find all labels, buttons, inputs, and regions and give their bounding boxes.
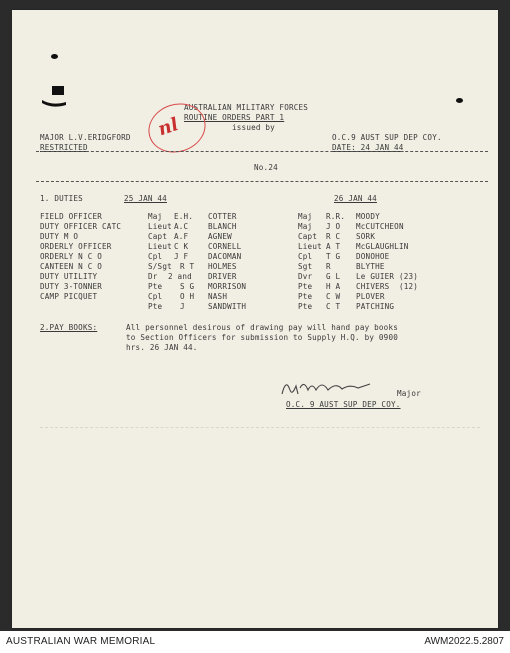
duty-name-2: PLOVER bbox=[356, 292, 385, 301]
duty-name-1: DACOMAN bbox=[208, 252, 242, 261]
duty-role: ORDERLY N C O bbox=[40, 252, 103, 261]
duty-role: CAMP PICQUET bbox=[40, 292, 98, 301]
duty-initials-2: C T bbox=[326, 302, 341, 311]
duty-role: DUTY OFFICER CATC bbox=[40, 222, 122, 231]
divider-line bbox=[36, 181, 488, 182]
duty-rank-2: Pte bbox=[298, 292, 313, 301]
footer-institution: AUSTRALIAN WAR MEMORIAL bbox=[6, 636, 156, 647]
duty-initials-1: R T bbox=[180, 262, 195, 271]
faint-fold-line bbox=[40, 427, 480, 428]
duty-initials-1: J bbox=[180, 302, 185, 311]
duty-initials-2: C W bbox=[326, 292, 341, 301]
handwritten-signature bbox=[278, 374, 374, 400]
duty-role: ORDERLY OFFICER bbox=[40, 242, 112, 251]
duty-name-1: HOLMES bbox=[208, 262, 237, 271]
duty-name-2: MOODY bbox=[356, 212, 380, 221]
duty-initials-1: 2 and bbox=[168, 272, 192, 281]
duty-rank-1: Cpl bbox=[148, 252, 163, 261]
duty-rank-2: Maj bbox=[298, 212, 313, 221]
duty-rank-1: Dr bbox=[148, 272, 158, 281]
signature-rank: Major bbox=[397, 389, 421, 398]
duty-initials-1: E.H. bbox=[174, 212, 194, 221]
duties-date-2: 26 JAN 44 bbox=[334, 194, 377, 203]
order-number: No.24 bbox=[254, 163, 278, 172]
duty-initials-2: R C bbox=[326, 232, 341, 241]
pay-books-heading: 2.PAY BOOKS: bbox=[40, 323, 98, 332]
duty-name-1: BLANCH bbox=[208, 222, 237, 231]
duty-initials-2: T G bbox=[326, 252, 341, 261]
duty-name-1: MORRISON bbox=[208, 282, 247, 291]
duty-name-2: McGLAUGHLIN bbox=[356, 242, 409, 251]
pay-books-line-3: hrs. 26 JAN 44. bbox=[126, 343, 198, 352]
duty-role: CANTEEN N C O bbox=[40, 262, 103, 271]
duty-name-2: SORK bbox=[356, 232, 376, 241]
duty-name-1: DRIVER bbox=[208, 272, 237, 281]
duty-rank-1: S/Sgt bbox=[148, 262, 172, 271]
duty-initials-1: O H bbox=[180, 292, 195, 301]
duty-name-1: NASH bbox=[208, 292, 228, 301]
duty-initials-1: C K bbox=[174, 242, 189, 251]
stamp-initials: nl bbox=[155, 114, 182, 141]
duty-name-2: McCUTCHEON bbox=[356, 222, 404, 231]
duty-initials-2: H A bbox=[326, 282, 341, 291]
duty-initials-1: A.F bbox=[174, 232, 189, 241]
duty-initials-2: A T bbox=[326, 242, 341, 251]
duty-name-1: COTTER bbox=[208, 212, 237, 221]
unit-name: O.C.9 AUST SUP DEP COY. bbox=[332, 133, 442, 142]
punch-hole-mark bbox=[456, 98, 463, 103]
duty-role: DUTY 3-TONNER bbox=[40, 282, 103, 291]
punch-hole-mark bbox=[51, 54, 58, 59]
duty-rank-1: Capt bbox=[148, 232, 168, 241]
duty-rank-1: Cpl bbox=[148, 292, 163, 301]
duty-rank-2: Pte bbox=[298, 302, 313, 311]
duty-role: DUTY UTILITY bbox=[40, 272, 98, 281]
duty-role: DUTY M O bbox=[40, 232, 79, 241]
major-name: MAJOR L.V.ERIDGFORD bbox=[40, 133, 131, 142]
archive-footer bbox=[0, 631, 510, 653]
footer-reference: AWM2022.5.2807 bbox=[424, 636, 504, 647]
org-heading: AUSTRALIAN MILITARY FORCES bbox=[184, 103, 309, 112]
duty-rank-2: Dvr bbox=[298, 272, 313, 281]
duty-name-1: CORNELL bbox=[208, 242, 242, 251]
duty-name-1: SANDWITH bbox=[208, 302, 247, 311]
duty-initials-2: G L bbox=[326, 272, 341, 281]
date-line: DATE: 24 JAN 44 bbox=[332, 143, 404, 152]
duty-rank-2: Pte bbox=[298, 282, 313, 291]
duty-rank-2: Capt bbox=[298, 232, 318, 241]
duty-rank-2: Cpl bbox=[298, 252, 313, 261]
paper-clip-mark bbox=[40, 84, 70, 108]
duty-rank-1: Maj bbox=[148, 212, 163, 221]
pay-books-line-2: to Section Officers for submission to Supply H.Q. by 0900 bbox=[126, 333, 398, 342]
issued-by: issued by bbox=[232, 123, 275, 132]
duty-rank-2: Sgt bbox=[298, 262, 313, 271]
orders-title: ROUTINE ORDERS PART 1 bbox=[184, 113, 285, 122]
duty-initials-2: R.R. bbox=[326, 212, 346, 221]
duties-heading: 1. DUTIES bbox=[40, 194, 83, 203]
duty-initials-1: S G bbox=[180, 282, 195, 291]
duty-rank-2: Lieut bbox=[298, 242, 322, 251]
duty-name-2: BLYTHE bbox=[356, 262, 385, 271]
duty-name-2: PATCHING bbox=[356, 302, 395, 311]
duty-role: FIELD OFFICER bbox=[40, 212, 103, 221]
duties-date-1: 25 JAN 44 bbox=[124, 194, 167, 203]
pay-books-line-1: All personnel desirous of drawing pay will hand pay books bbox=[126, 323, 398, 332]
duty-name-2: DONOHOE bbox=[356, 252, 390, 261]
duty-rank-1: Pte bbox=[148, 282, 163, 291]
duty-initials-1: J F bbox=[174, 252, 189, 261]
duty-initials-1: A.C bbox=[174, 222, 189, 231]
duty-name-2: CHIVERS (12) bbox=[356, 282, 419, 291]
duty-rank-1: Lieut bbox=[148, 242, 172, 251]
duty-rank-1: Lieut bbox=[148, 222, 172, 231]
duty-rank-1: Pte bbox=[148, 302, 163, 311]
duty-rank-2: Maj bbox=[298, 222, 313, 231]
duty-initials-2: J O bbox=[326, 222, 341, 231]
restricted-label: RESTRICTED bbox=[40, 143, 88, 152]
divider-line bbox=[36, 151, 488, 152]
signature-unit: O.C. 9 AUST SUP DEP COY. bbox=[286, 400, 401, 409]
duty-name-2: Le GUIER (23) bbox=[356, 272, 419, 281]
duty-name-1: AGNEW bbox=[208, 232, 232, 241]
duty-initials-2: R bbox=[326, 262, 331, 271]
